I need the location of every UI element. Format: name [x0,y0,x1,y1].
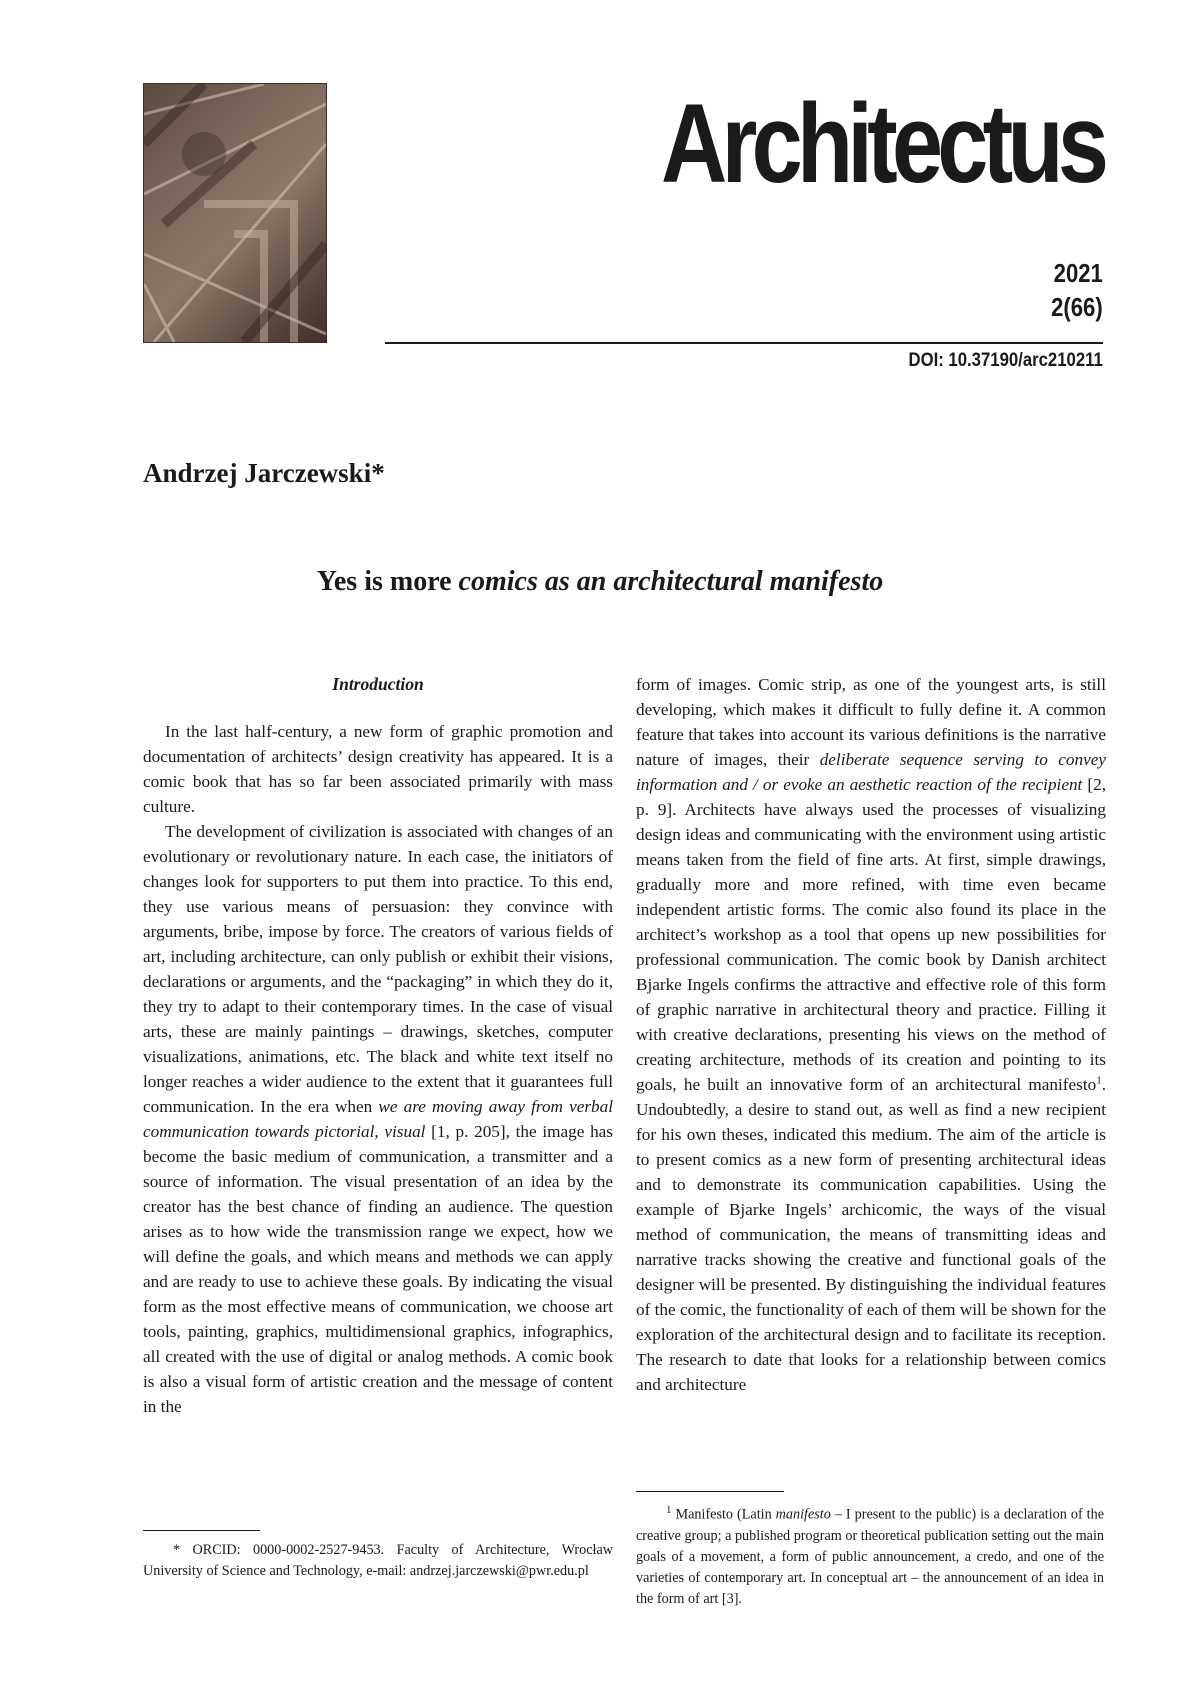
footnote-reference[interactable]: 1 [1096,1074,1102,1087]
paragraph: In the last half-century, a new form of graphic promotion and documentation of architects’ design creativity has appeared. It is a comic book that has so far been associated primarily with mass culture. [143,722,613,816]
footnote-text: Manifesto (Latin [675,1506,776,1523]
quoted-text: we are moving away from verbal communication towards pictorial, visual [143,1097,613,1141]
footnote-number: 1 [666,1504,672,1516]
doi-label: DOI: 10.37190/arc210211 [908,350,1103,371]
right-column [636,672,1106,1397]
author-name: Andrzej Jarczewski* [143,458,385,488]
section-heading: Introduction [332,674,424,694]
footnote-italic: manifesto [775,1506,831,1523]
author-footnote-text: * ORCID: 0000-0002-2527-9453. Faculty of Architecture, Wrocław University of Science and Technology, e-mail: andrzej.jarczewski@pwr.edu.pl [143,1542,613,1579]
journal-cover-image [143,83,327,343]
footnote-text: – I present to the public) is a declaration of the creative group; a published program or theoretical publication setting out the main goals of a movement, a form of public announcement, a credo, and one of the varieties of contemporary art. In conceptual art – the announcement of an idea in the form of art [3]. [636,1506,1104,1607]
paragraph-text: form of images. Comic strip, as one of the youngest arts, is still developing, which makes it difficult to fully define it. A common feature that takes into account its various definitions is the narrative nature of images, their [636,675,1106,769]
footnote-divider [636,1491,784,1492]
article-title-italic: comics as an architectural manifesto [458,566,884,597]
paragraph-text: . Undoubtedly, a desire to stand out, as well as find a new recipient for his own theses, indicated this medium. The aim of the article is to present comics as a new form of presenting architectural ideas and to demonstrate its communication capabilities. Using the example of Bjarke Ingels’ archicomic, the ways of the visual method of communication, the means of transmitting ideas and narrative tracks showing the creative and functional goals of the designer will be presented. By distinguishing the individual features of the comic, the functionality of each of them will be shown for the exploration of the architectural design and to facilitate its reception. The research to date that looks for a relationship between comics and architecture [636,1075,1106,1394]
article-title-plain: Yes is more [316,566,459,597]
article-title [0,566,1200,598]
footnote-divider [143,1530,260,1531]
cover-artwork-graphic [144,84,326,342]
issue-year: 2021 [1053,258,1103,288]
footnote-1 [636,1500,1104,1610]
paragraph-text: [2, p. 9]. Architects have always used the processes of visualizing design ideas and communicating with the environment using artistic means taken from the field of fine arts. At first, simple drawings, gradually more and more refined, with time even became independent artistic forms. The comic also found its place in the architect’s workshop as a tool that opens up new possibilities for professional communication. The comic book by Danish architect Bjarke Ingels confirms the attractive and effective role of this form of graphic narrative in architectural theory and practice. Filling it with creative declarations, presenting his views on the method of creating architecture, methods of its creation and pointing to its goals, he built an innovative form of an architectural manifesto [636,775,1106,1094]
issue-number: 2(66) [1051,292,1103,322]
quoted-text: deliberate sequence serving to convey information and / or evoke an aesthetic reaction of the recipient [636,750,1106,794]
author-footnote [143,1540,613,1582]
journal-title: Architectus [660,81,1103,206]
paragraph-text: [1, p. 205], the image has become the basic medium of communication, a transmitter and a source of information. The visual presentation of an idea by the creator has the best chance of finding an audience. The question arises as to how wide the transmission range we expect, how we will define the goals, and which means and methods we can apply and are ready to use to achieve these goals. By indicating the visual form as the most effective means of communication, we choose art tools, painting, graphics, multidimensional graphics, infographics, all created with the use of digital or analog methods. A comic book is also a visual form of artistic creation and the message of content in the [143,1122,613,1416]
paragraph-text: The development of civilization is associated with changes of an evolutionary or revolutionary nature. In each case, the initiators of changes look for supporters to put them into practice. To this end, they use various means of persuasion: they convince with arguments, bribe, impose by force. The creators of various fields of art, including architecture, can only publish or exhibit their visions, declarations or arguments, and the “packaging” in which they do it, they try to adapt to their contemporary times. In the case of visual arts, these are mainly paintings – drawings, sketches, computer visualizations, animations, etc. The black and white text itself no longer reaches a wider audience to the extent that it guarantees full communication. In the era when [143,822,613,1116]
left-column [143,672,613,1419]
paragraph [143,819,613,1419]
header-divider [385,342,1103,344]
paragraph [636,672,1106,1397]
